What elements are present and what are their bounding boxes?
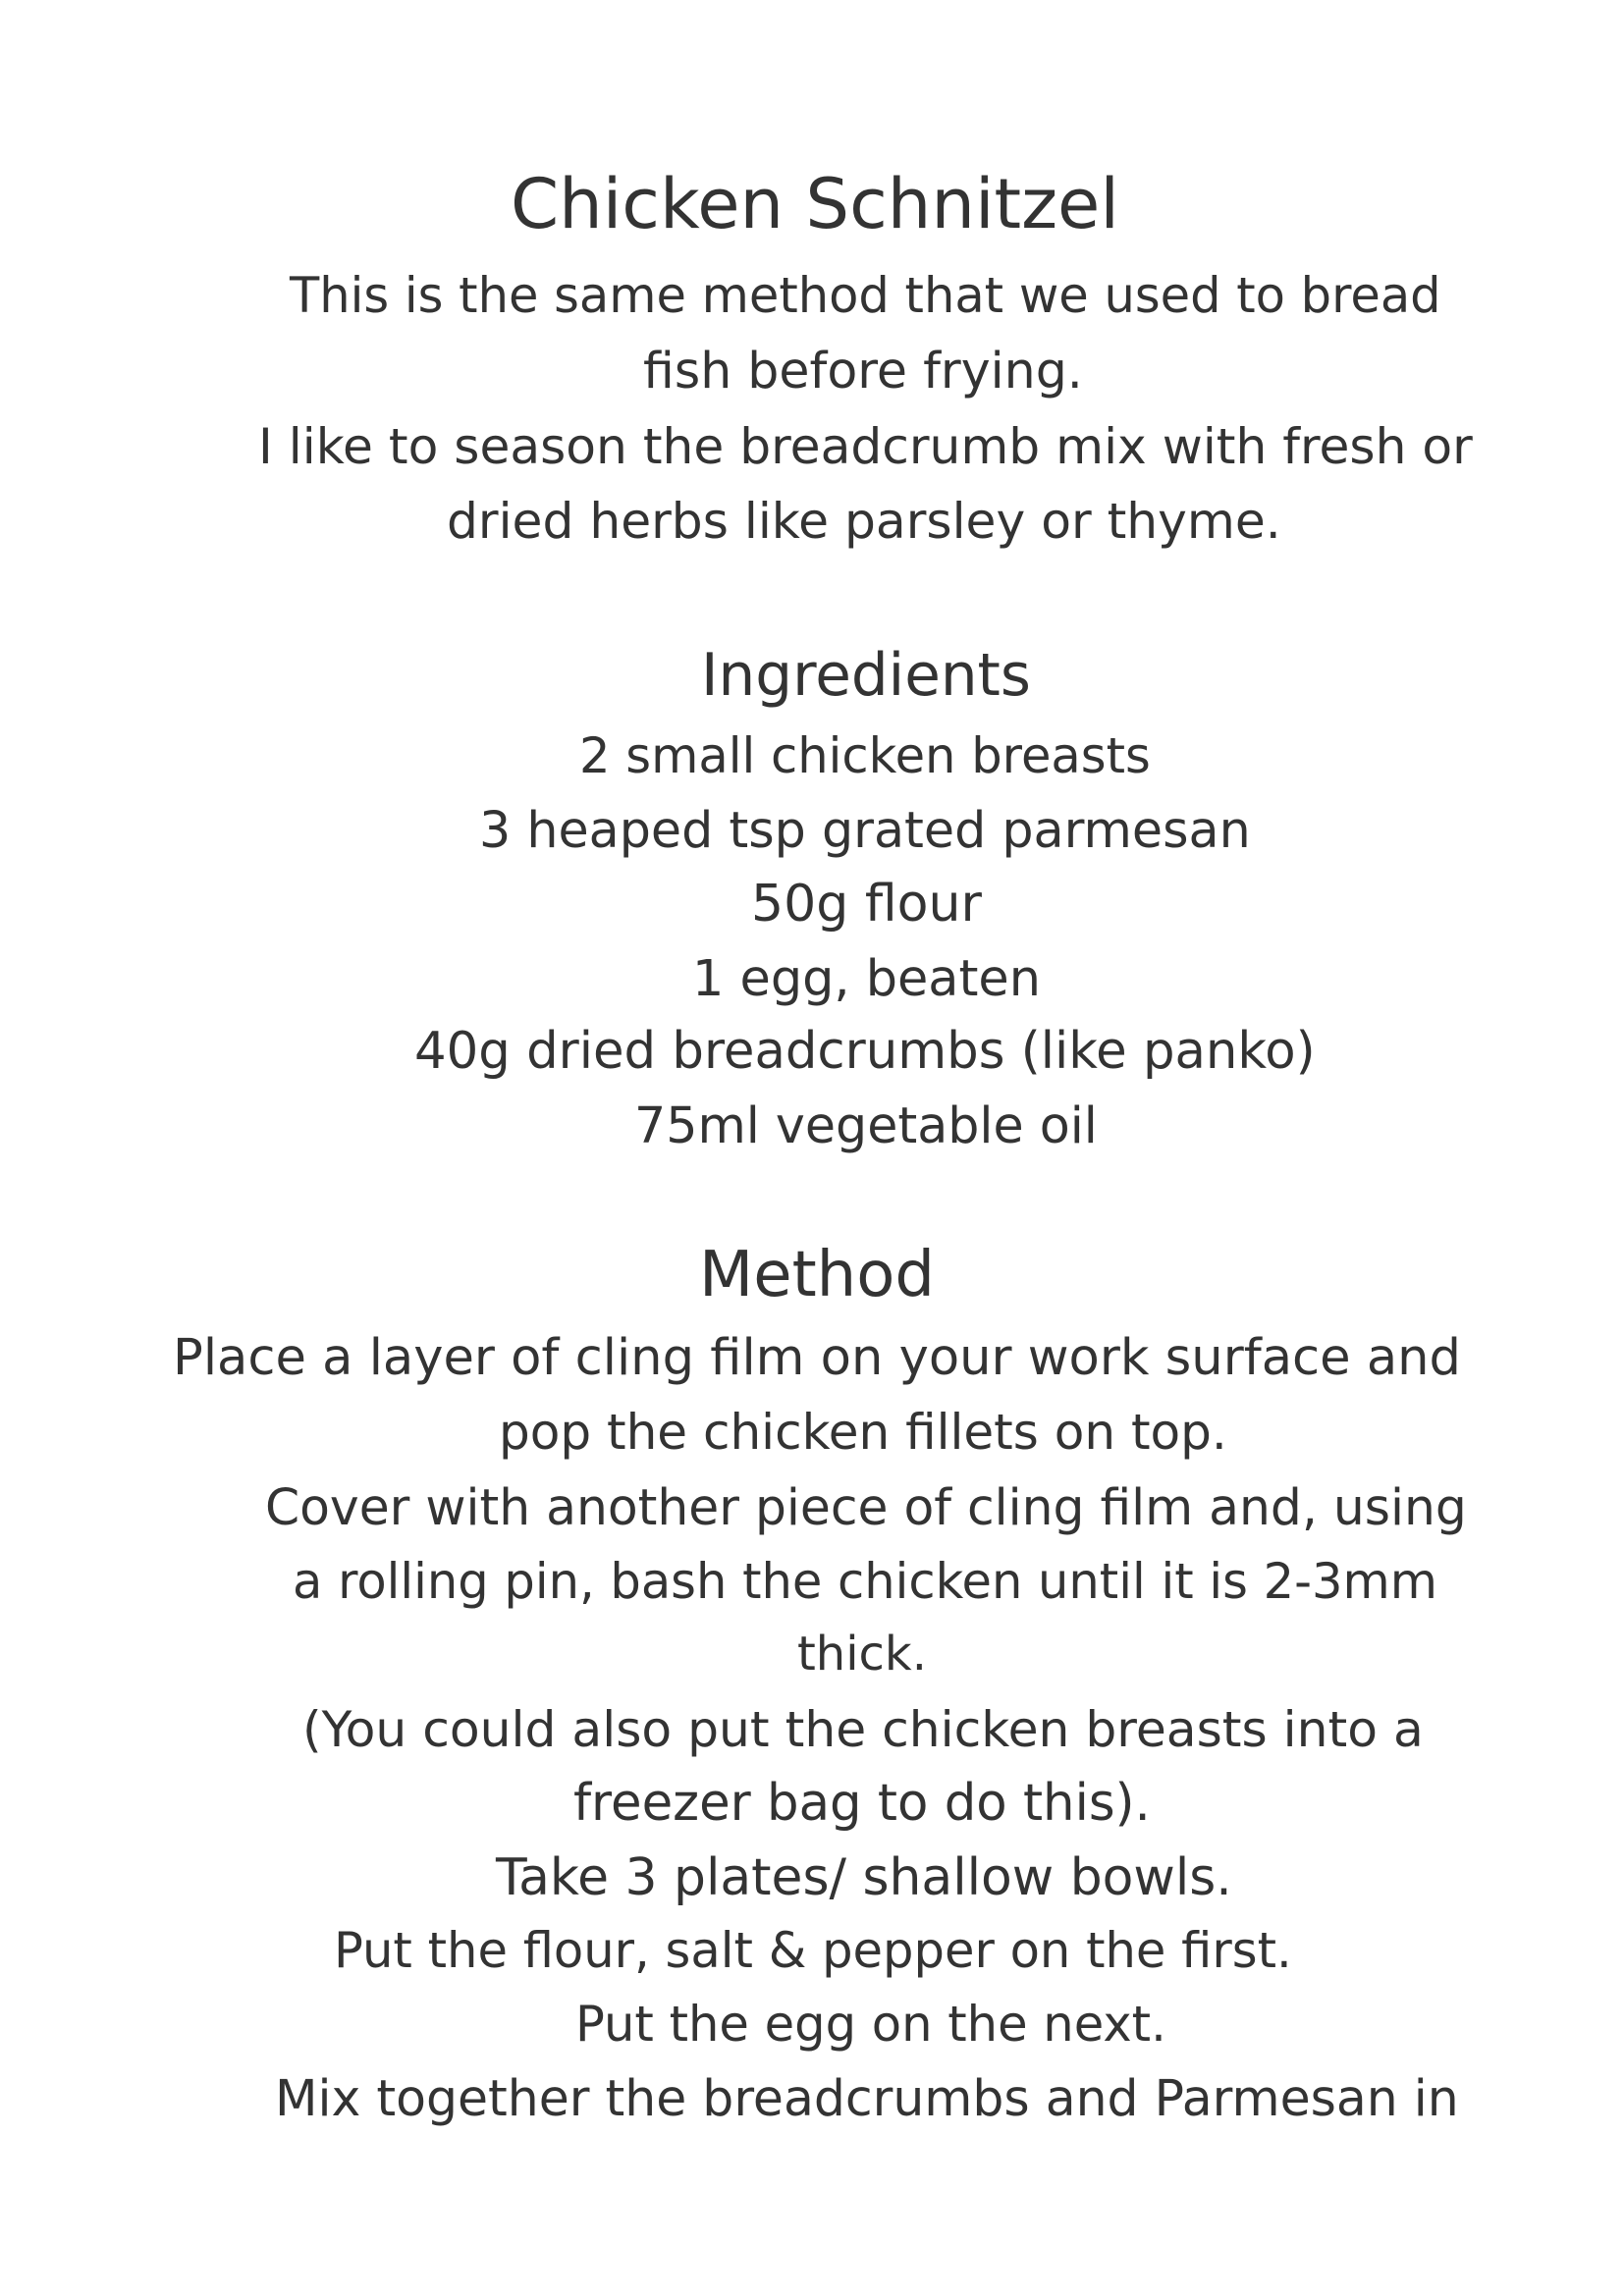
method-step: Cover with another piece of cling film and, using — [265, 1477, 1467, 1536]
intro-line: This is the same method that we used to bread — [290, 267, 1441, 325]
ingredient-item: 50g flour — [751, 874, 982, 934]
method-step: (You could also put the chicken breasts into a — [302, 1699, 1424, 1758]
ingredient-item: 2 small chicken breasts — [579, 727, 1151, 785]
page-title: Chicken Schnitzel — [511, 163, 1119, 244]
ingredient-item: 75ml vegetable oil — [634, 1095, 1098, 1154]
method-step: Mix together the breadcrumbs and Parmesan in — [275, 2068, 1459, 2127]
intro-line: fish before frying. — [643, 341, 1083, 400]
method-step: a rolling pin, bash the chicken until it is 2-3mm — [293, 1553, 1437, 1611]
method-step: pop the chicken fillets on top. — [499, 1403, 1227, 1461]
method-heading: Method — [699, 1239, 935, 1311]
method-step: Put the egg on the next. — [575, 1996, 1166, 2054]
intro-line: dried herbs like parsley or thyme. — [447, 491, 1281, 550]
intro-line: I like to season the breadcrumb mix with fresh or — [258, 416, 1473, 475]
method-step: thick. — [797, 1627, 927, 1682]
method-step: Put the flour, salt & pepper on the first. — [334, 1922, 1292, 1980]
method-step: Place a layer of cling film on your work surface and — [173, 1329, 1461, 1388]
method-step: Take 3 plates/ shallow bowls. — [496, 1848, 1232, 1908]
ingredients-heading: Ingredients — [701, 642, 1031, 711]
ingredient-item: 3 heaped tsp grated parmesan — [479, 800, 1251, 859]
ingredient-item: 1 egg, beaten — [692, 948, 1041, 1007]
method-step: freezer bag to do this). — [573, 1774, 1151, 1834]
ingredient-item: 40g dried breadcrumbs (like panko) — [414, 1022, 1316, 1082]
